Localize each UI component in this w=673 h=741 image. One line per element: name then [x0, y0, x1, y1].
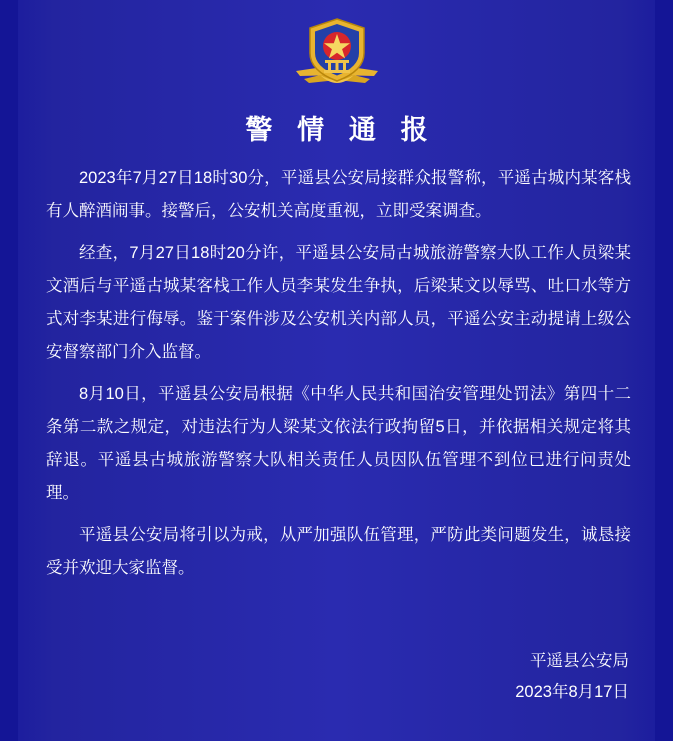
police-badge-emblem — [290, 13, 384, 93]
signature-organization: 平遥县公安局 — [530, 652, 629, 670]
paragraph-1: 2023年7月27日18时30分，平遥县公安局接群众报警称，平遥古城内某客栈有人醉酒闹事。接警后，公安机关高度重视，立即受案调查。 — [46, 169, 631, 220]
police-badge-emblem-container — [0, 12, 673, 94]
signature-date: 2023年8月17日 — [515, 683, 629, 701]
signature-block — [515, 646, 629, 708]
page-title: 警 情 通 报 — [245, 115, 437, 145]
paragraph-4: 平遥县公安局将引以为戒，从严加强队伍管理，严防此类问题发生，诚恳接受并欢迎大家监督。 — [46, 526, 631, 577]
paragraph-2: 经查，7月27日18时20分许，平遥县公安局古城旅游警察大队工作人员梁某文酒后与平遥古城某客栈工作人员李某发生争执，后梁某文以辱骂、吐口水等方式对李某进行侮辱。鉴于案件涉及公安机关内部人员，平遥公安主动提请上级公安督察部门介入监督。 — [46, 244, 631, 361]
notice-body — [46, 162, 631, 594]
paragraph-3: 8月10日，平遥县公安局根据《中华人民共和国治安管理处罚法》第四十二条第二款之规定，对违法行为人梁某文依法行政拘留5日，并依据相关规定将其辞退。平遥县古城旅游警察大队相关责任人员因队伍管理不到位已进行问责处理。 — [46, 385, 631, 502]
